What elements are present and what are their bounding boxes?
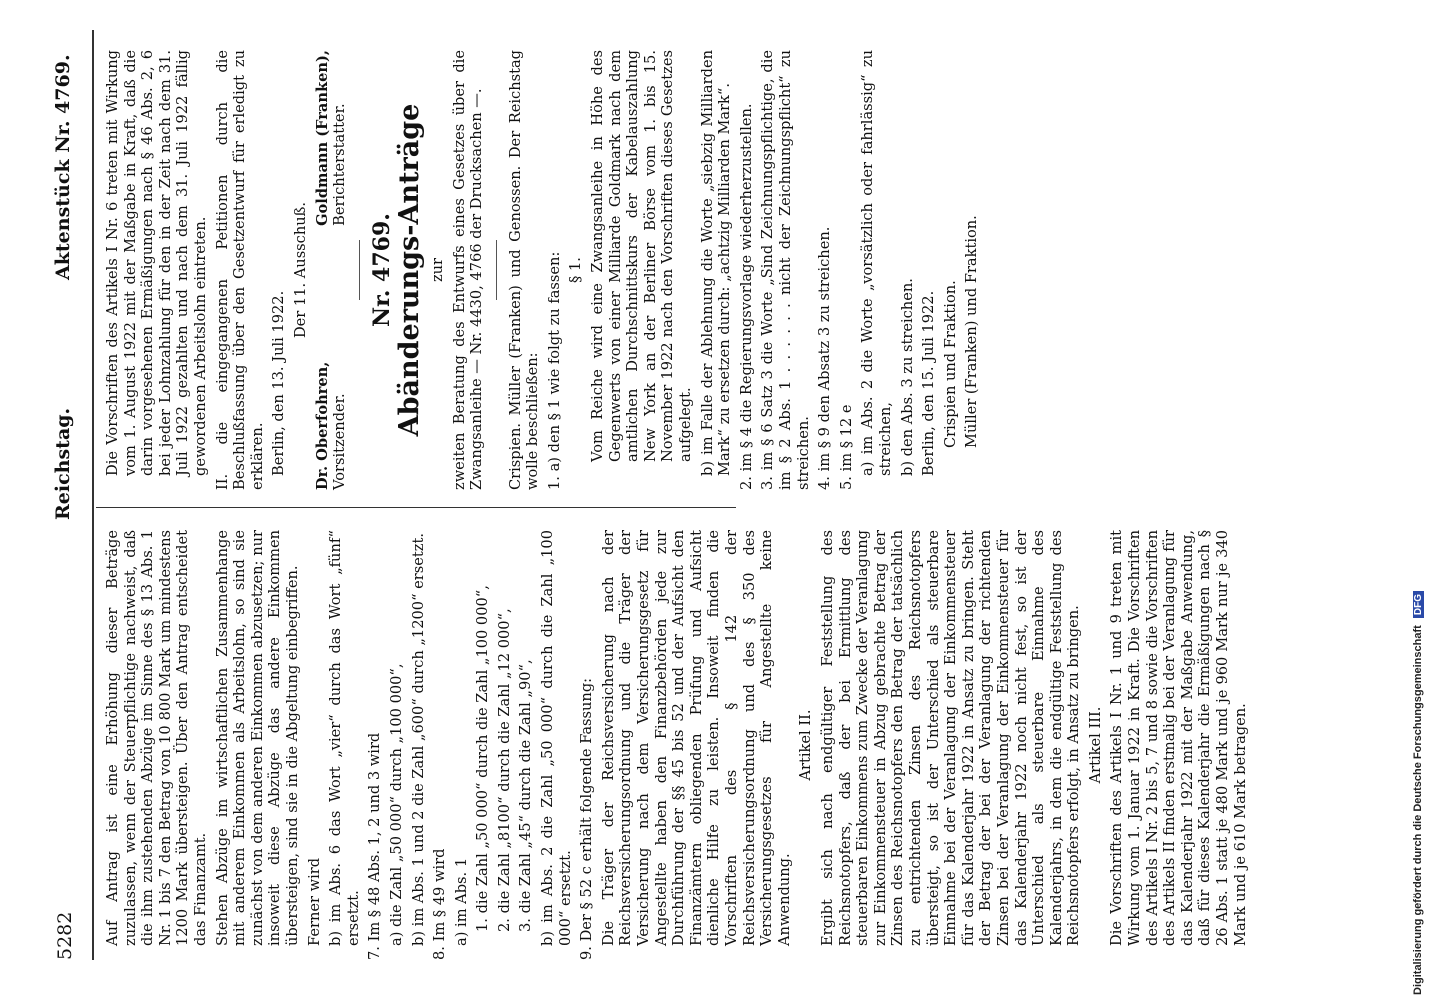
document-number-heading: Nr. 4769. [368, 213, 395, 327]
digitization-text: Digitalisierung gefördert durch die Deutsche Forschungsgemeinschaft [1412, 625, 1424, 995]
list-item: b) im Abs. 6 das Wort „vier“ durch das Wort „fünf“ ersetzt. [327, 530, 362, 946]
digitization-note [1412, 0, 1432, 995]
signatory-role: Berichterstatter. [331, 103, 349, 226]
article-heading: Artikel II. [797, 709, 815, 781]
movers: Crispien. Müller (Franken) und Genossen. Der Reichstag wolle beschließen: [506, 50, 542, 490]
paragraph: Vom Reiche wird eine Zwangsanleihe in Höhe des Gegenwerts von einer Milliarde Goldmark nach dem amtlichen Durchschnittskurs der Kabelauszahlung New York an der Berliner Börse vom 1. bis 15. November 1922 nach den Vorschriften dieses Gesetzes aufgelegt. [589, 50, 695, 462]
list-item: b) im Abs. 2 die Zahl „50 000“ durch die Zahl „100 000“ ersetzt. [539, 530, 574, 946]
paragraph: Die Vorschriften des Artikels I Nr. 6 treten mit Wirkung vom 1. August 1922 mit der Maßgabe in Kraft, daß die darin vorgesehenen Ermäßigungen nach § 46 Abs. 2, 6 bei jeder Lohnzahlung für den in der Zeit nach dem 31. Juli 1922 gezahlten und nach dem 31. Juli 1922 fällig gewordenen Arbeitslohn eintreten. [104, 50, 209, 476]
page-number: 5282 [54, 911, 76, 960]
date-line: Berlin, den 13. Juli 1922. [270, 290, 288, 476]
list-item: 5. im § 12 e [837, 404, 855, 490]
signature-left [314, 362, 349, 490]
signatory: Müller (Franken) und Fraktion. [963, 215, 981, 448]
paragraph: Stehen Abzüge im wirtschaftlichen Zusammenhange mit anderem Einkommen als Arbeitslohn, so sind sie zunächst von dem anderen Einkommen abzusetzen; nur insoweit diese Abzüge das andere Einkommen übersteigen, sind sie in die Abgeltung einbegriffen. [213, 530, 301, 946]
paragraph: Die Träger der Reichsversicherung nach der Reichsversicherungsordnung und die Träger der Versicherung nach dem Versicherungsgesetz für Angestellte haben den Finanzbehörden jede zur Durchführung der §§ 45 bis 52 und der Aufsicht den Finanzämtern obliegenden Prüfung und Aufsicht dienliche Hilfe zu leisten. Insoweit finden die Vorschriften des § 142 der Reichsversicherungsordnung und des § 350 des Versicherungsgesetzes für Angestellte keine Anwendung. [599, 530, 793, 946]
dfg-logo: DFG [1413, 591, 1424, 618]
signature-right [314, 50, 349, 226]
signature-block [314, 50, 349, 490]
list-item: a) im Abs. 2 die Worte „vorsätzlich oder fahrlässig“ zu streichen, [859, 50, 894, 476]
list-item: 8. Im § 49 wird [431, 848, 449, 960]
column-divider [96, 507, 736, 508]
list-item: 3. die Zahl „45“ durch die Zahl „90“, [517, 659, 535, 932]
committee-name: Der 11. Ausschuß. [291, 201, 309, 339]
section-heading: § 1. [567, 257, 585, 283]
separator [496, 240, 497, 300]
list-item: 9. Der § 52 c erhält folgende Fassung: [578, 677, 596, 960]
list-item: b) den Abs. 3 zu streichen. [898, 278, 916, 476]
signatory-role: Vorsitzender. [331, 393, 349, 490]
list-item: 3. im § 6 Satz 3 die Worte „Sind Zeichnungspflichtige, die im § 2 Abs. 1 . . . . . . nicht der Zeichnungspflicht“ zu streichen. [759, 50, 812, 490]
rotated-page-content [46, 30, 1406, 960]
paragraph: Auf Antrag ist eine Erhöhung dieser Beträge zuzulassen, wenn der Steuerpflichtige nachweist, daß die ihm zustehenden Abzüge im Sinne des § 13 Abs. 1 Nr. 1 bis 7 den Betrag von 10 800 Mark um mindestens 1200 Mark übersteigen. Über den Antrag entscheidet das Finanzamt. [104, 530, 209, 946]
list-item: b) im Abs. 1 und 2 die Zahl „600“ durch „1200“ ersetzt. [409, 533, 427, 946]
signatory: Crispien und Fraktion. [941, 280, 959, 448]
date-line: Berlin, den 15. Juli 1922. [920, 290, 938, 476]
document-number: Aktenstück Nr. 4769. [52, 54, 74, 280]
list-item: a) im Abs. 1 [452, 857, 470, 946]
article-heading: Artikel III. [1086, 706, 1104, 784]
list-item: 4. im § 9 den Absatz 3 zu streichen. [816, 226, 834, 490]
paragraph: Ferner wird [305, 857, 323, 946]
list-item: 1. die Zahl „50 000“ durch die Zahl „100 000“, [474, 585, 492, 932]
document-title: Abänderungs-Anträge [394, 103, 426, 437]
left-column [104, 530, 1253, 960]
running-title: Reichstag. [52, 407, 74, 520]
signatory-name: Goldmann (Franken), [313, 50, 331, 226]
paragraph: Ergibt sich nach endgültiger Feststellung des Reichsnotopfers, daß der bei Ermittlung des steuerbaren Einkommens zum Zwecke der Veranlagung zur Einkommensteuer in Abzug gebrachte Betrag der Zinsen des Reichsnotopfers den Betrag der tatsächlich zu entrichtenden Zinsen des Reichsnotopfers übersteigt, so ist der Unterschied als steuerbare Einnahme bei der Veranlagung der Einkommensteuer für das Kalenderjahr 1922 in Ansatz zu bringen. Steht der Betrag der bei der Veranlagung der richtenden Zinsen bei der Veranlagung der Einkommensteuer für das Kalenderjahr 1922 noch nicht fest, so ist der Unterschied als steuerbare Einnahme des Kalenderjahrs, in dem die endgültige Feststellung des Reichsnotopfers erfolgt, in Ansatz zu bringen. [818, 530, 1083, 946]
paragraph: Die Vorschriften des Artikels I Nr. 1 und 9 treten mit Wirkung vom 1. Januar 1922 in Kraft. Die Vorschriften des Artikels I Nr. 2 bis 5, 7 und 8 sowie die Vorschriften des Artikels II finden erstmalig bei der Veranlagung für das Kalenderjahr 1922 mit der Maßgabe Anwendung, daß für dieses Kalenderjahr die Ermäßigungen nach § 26 Abs. 1 statt je 480 Mark und je 960 Mark nur je 340 Mark und je 610 Mark betragen. [1108, 530, 1249, 946]
signatory-name: Dr. Oberfohren, [313, 361, 331, 490]
list-item: II. die eingegangenen Petitionen durch die Beschlußfassung über den Gesetzentwurf für erledigt zu erklären. [213, 50, 266, 490]
title-connector: zur [428, 257, 446, 283]
list-item: 1. a) den § 1 wie folgt zu fassen: [545, 251, 563, 490]
separator [359, 240, 360, 300]
list-item: a) die Zahl „50 000“ durch „100 000“, [387, 663, 405, 946]
page-header [46, 30, 86, 960]
list-item: 2. im § 4 die Regierungsvorlage wiederherzustellen. [737, 103, 755, 490]
list-item: 7. Im § 48 Abs. 1, 2 und 3 wird [366, 732, 384, 960]
list-item: b) im Falle der Ablehnung die Worte „siebzig Milliarden Mark“ zu ersetzen durch: „achtzig Milliarden Mark“. [698, 50, 734, 476]
subtitle: zweiten Beratung des Entwurfs eines Gesetzes über die Zwangsanleihe — Nr. 4430, 4766 der Drucksachen —. [450, 50, 486, 490]
right-column [104, 50, 985, 490]
list-item: 2. die Zahl „8100“ durch die Zahl „12 000“, [495, 608, 513, 932]
header-rule [92, 30, 94, 960]
